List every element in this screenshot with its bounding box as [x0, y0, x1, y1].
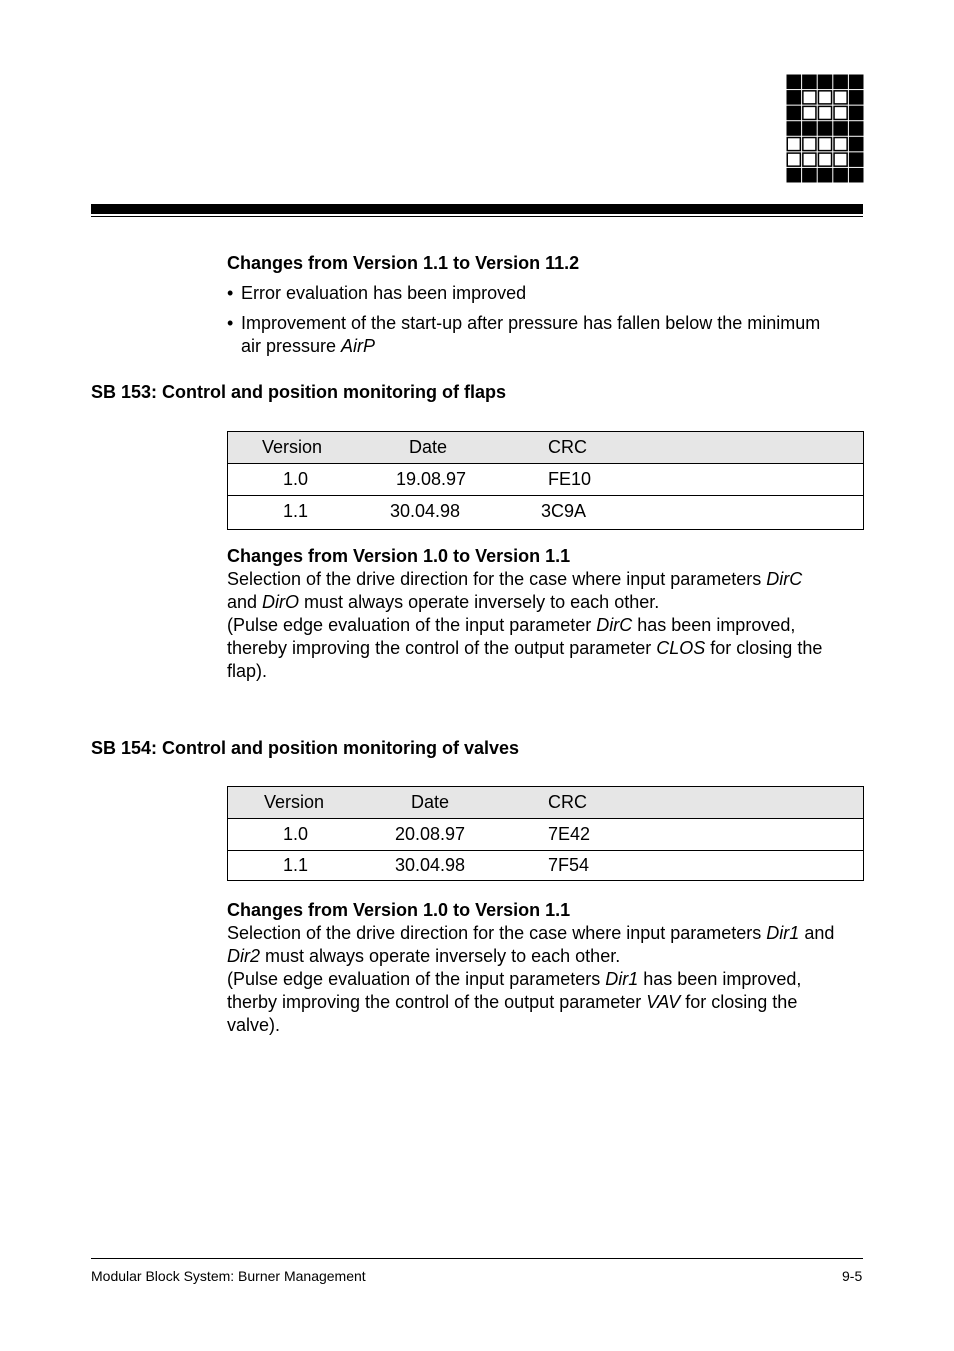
page-number: 9-5: [842, 1268, 863, 1284]
sb153-changes-heading: Changes from Version 1.0 to Version 1.1: [227, 546, 571, 566]
col-header-version: Version: [262, 437, 323, 457]
header-thick-rule: [91, 204, 863, 214]
sb153-changes: [227, 545, 863, 683]
cell-crc: 3C9A: [541, 501, 587, 521]
cell-date: 19.08.97: [396, 469, 467, 489]
sb154-title: SB 154: Control and position monitoring of valves: [91, 738, 520, 758]
table-header-row: [228, 787, 863, 818]
col-header-version: Version: [264, 792, 325, 812]
table-row: [228, 463, 863, 495]
sb154-version-table: [227, 786, 864, 881]
bullet-text: Improvement of the start-up after pressure has fallen below the minimum air pressure AirP: [241, 313, 821, 356]
col-header-date: Date: [409, 437, 448, 457]
table-row: [228, 495, 863, 529]
bullet-text: Error evaluation has been improved: [241, 283, 527, 303]
sb154-changes-text: Selection of the drive direction for the case where input parameters Dir1 and Dir2 must always operate inversely to each other. (Pulse edge evaluation of the input parameters Dir1 has been improved, therby improving the control of the output parameter VAV for closing the valve).: [227, 923, 835, 1035]
cell-date: 30.04.98: [390, 501, 461, 521]
changes-1-1-to-11-2-heading: Changes from Version 1.1 to Version 11.2: [227, 253, 580, 273]
sb154-changes-heading: Changes from Version 1.0 to Version 1.1: [227, 900, 571, 920]
col-header-date: Date: [411, 792, 450, 812]
footer-title: Modular Block System: Burner Management: [91, 1268, 366, 1284]
cell-crc: 7E42: [548, 824, 591, 844]
table-row: [228, 818, 863, 850]
sb153-title: SB 153: Control and position monitoring of flaps: [91, 382, 506, 402]
cell-version: 1.0: [283, 824, 309, 844]
cell-date: 30.04.98: [395, 855, 466, 875]
cell-version: 1.1: [283, 855, 309, 875]
table-row: [228, 850, 863, 880]
cell-crc: FE10: [548, 469, 592, 489]
sb153-version-table: [227, 431, 864, 530]
company-grid-logo-icon: [786, 74, 864, 183]
footer-rule: [91, 1258, 863, 1259]
bullet-icon: •: [227, 283, 234, 303]
cell-version: 1.0: [283, 469, 309, 489]
table-header-row: [228, 432, 863, 463]
header-thin-rule: [91, 216, 863, 217]
col-header-crc: CRC: [548, 437, 587, 457]
cell-version: 1.1: [283, 501, 309, 521]
bullet-item: [227, 282, 526, 305]
sb153-changes-text: Selection of the drive direction for the case where input parameters DirC and DirO must always operate inversely to each other. (Pulse edge evaluation of the input parameter DirC has been improved, thereby improving the control of the output parameter CLOS for closing the flap).: [227, 569, 823, 681]
sb154-changes: [227, 899, 863, 1037]
cell-crc: 7F54: [548, 855, 590, 875]
bullet-icon: •: [227, 313, 234, 333]
bullet-item: [227, 312, 820, 358]
cell-date: 20.08.97: [395, 824, 466, 844]
col-header-crc: CRC: [548, 792, 587, 812]
